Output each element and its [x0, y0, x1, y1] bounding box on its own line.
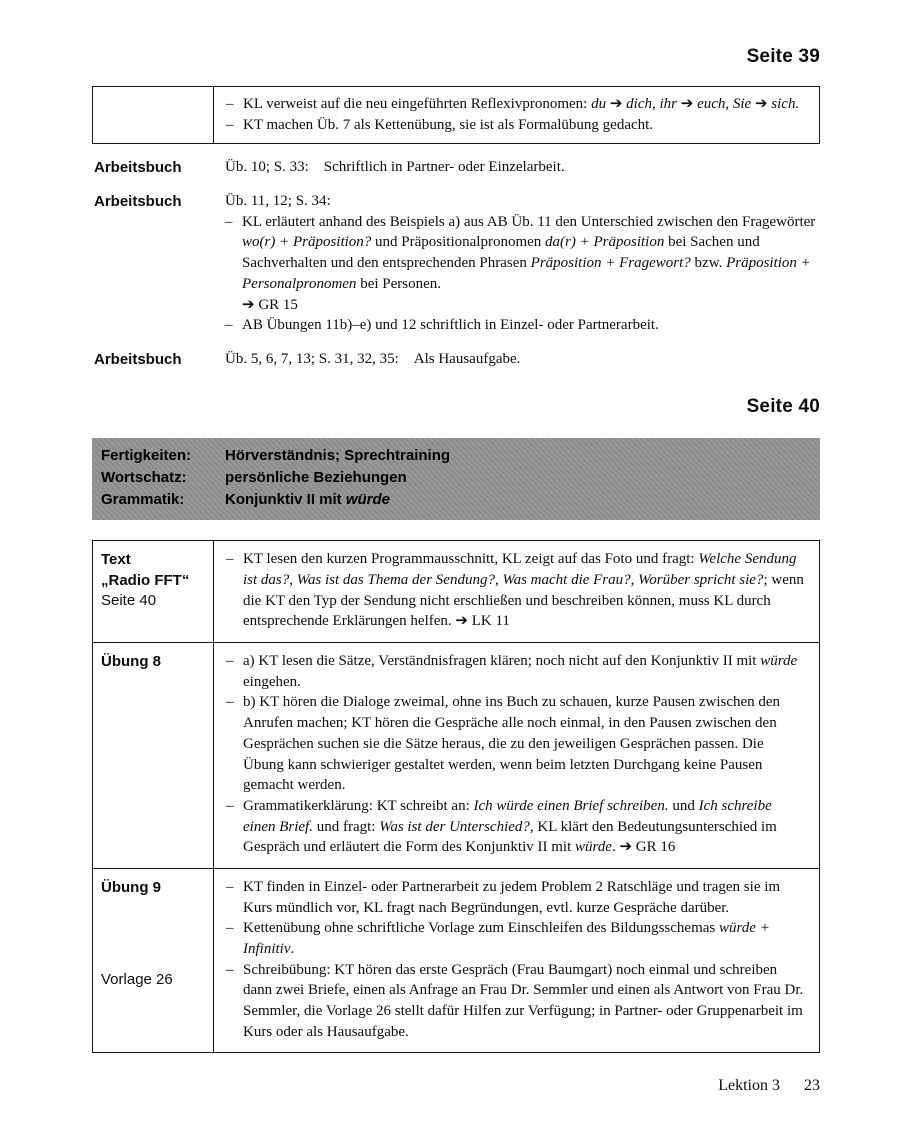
skills-band [92, 438, 820, 521]
skill-row-fertigkeiten [92, 445, 820, 467]
bullet-paragraph [226, 877, 805, 918]
paragraph-text: KT lesen den kurzen Programmausschnitt, KL zeigt auf das Foto und fragt: Welche Sendung ist das?, Was ist das Thema der Sendung?, Was macht die Frau?, Worüber spricht sie?; wenn die KT den Typ der Sendung nicht erschließen und beschreiben können, muss KL durch entsprechende Erklärungen helfen. ➔ LK 11 [243, 551, 804, 630]
table-row-label [93, 869, 214, 1053]
footer-lektion-label: Lektion 3 [718, 1077, 780, 1095]
table-row-content [214, 541, 819, 642]
table-row-uebung-9 [93, 868, 819, 1053]
paragraph-text: Üb. 11, 12; S. 34: [225, 193, 331, 210]
page-heading-seite-39: Seite 39 [746, 46, 820, 67]
skill-row-wortschatz [92, 467, 820, 489]
plain-paragraph [225, 349, 816, 370]
paragraph-text: Üb. 10; S. 33: Schriftlich in Partner- oder Einzelarbeit. [225, 159, 565, 176]
bullet-paragraph [226, 960, 805, 1043]
label-line: Übung 8 [101, 653, 161, 671]
bullet-dash: – [226, 96, 234, 112]
label-line: „Radio FFT“ [101, 571, 190, 589]
bullet-dash: – [226, 116, 234, 133]
paragraph-text: KL erläutert anhand des Beispiels a) aus AB Üb. 11 den Unterschied zwischen den Fragewörter wo(r) + Präposition? und Präpositionalpronomen da(r) + Präposition bei Sachen und Sachverhalten und den entsprechenden Phrasen Präposition + Fragewort? bzw. Präposition + Personalpronomen bei Personen. [242, 213, 816, 292]
empty-label-cell [93, 87, 214, 143]
skill-label: Grammatik: [101, 491, 185, 509]
label-line: Übung 9 [101, 878, 161, 896]
skill-row-grammatik [92, 489, 820, 511]
row-label: Arbeitsbuch [94, 159, 182, 177]
bullet-paragraph [226, 918, 805, 959]
bullet-paragraph [226, 692, 805, 795]
table-row-content [214, 643, 819, 868]
table-row-label [93, 541, 214, 642]
label-line: Text [101, 551, 131, 569]
arbeitsbuch-row-1 [92, 157, 820, 178]
lesson-table [92, 540, 820, 1053]
paragraph-text: Schreibübung: KT hören das erste Gespräch (Frau Baumgart) noch einmal und schreiben dann zwei Briefe, einen als Anfrage an Frau Dr. Semmler und einen als Antwort von Frau Dr. Semmler, die Vorlage 26 stellt dafür Hilfen zur Verfügung; in Partner- oder Gruppenarbeit im Kurs oder als Hausaufgabe. [243, 961, 804, 1040]
paragraph-text: b) KT hören die Dialoge zweimal, ohne ins Buch zu schauen, kurze Pausen zwischen den Anrufen machen; KT hören die Gespräche alle noch einmal, in den Pausen zwischen den Gesprächen suchen sie die Sätze heraus, die zu den jeweiligen Gesprächen passen. Die Übung kann schwieriger gestaltet werden, wenn beim letzten Durchgang keine Pausen gemacht werden. [243, 694, 781, 794]
bullet-dash: – [225, 317, 233, 334]
bullet-dash: – [226, 878, 234, 895]
paragraph-text: ➔ GR 15 [242, 296, 298, 313]
page-footer [92, 1077, 820, 1095]
bullet-paragraph [226, 115, 807, 136]
plain-paragraph [225, 191, 816, 212]
paragraph-text: KT machen Üb. 7 als Kettenübung, sie ist als Formalübung gedacht. [243, 116, 654, 133]
page-heading-seite-40: Seite 40 [746, 395, 820, 417]
boxed-content-cell [214, 87, 819, 143]
arbeitsbuch-row-3 [92, 349, 820, 370]
skill-value: Hörverständnis; Sprechtraining [225, 446, 451, 464]
paragraph-text: AB Übungen 11b)–e) und 12 schriftlich in Einzel- oder Partnerarbeit. [242, 317, 659, 334]
bullet-paragraph [226, 549, 805, 632]
label-line: Vorlage 26 [101, 971, 173, 989]
footer-page-number: 23 [804, 1077, 820, 1095]
table-row-content [214, 869, 819, 1053]
bullet-dash: – [226, 961, 234, 978]
bullet-paragraph [226, 94, 807, 115]
skill-value: Konjunktiv II mit würde [225, 491, 391, 509]
bullet-dash: – [226, 551, 234, 568]
label-line: Seite 40 [101, 591, 157, 609]
row-label: Arbeitsbuch [94, 193, 182, 211]
skill-label: Wortschatz: [101, 468, 187, 486]
continuation-line [225, 295, 816, 316]
paragraph-text: Üb. 5, 6, 7, 13; S. 31, 32, 35: Als Hausaufgabe. [225, 350, 521, 367]
bullet-dash: – [225, 213, 233, 230]
skill-value: persönliche Beziehungen [225, 468, 407, 486]
bullet-dash: – [226, 653, 234, 670]
bullet-paragraph [226, 651, 805, 692]
row-content-cell [213, 157, 820, 178]
paragraph-text: Grammatikerklärung: KT schreibt an: Ich würde einen Brief schreiben. und Ich schreibe einen Brief. und fragt: Was ist der Unterschied?, KL klärt den Bedeutungsunterschied im Gespräch und erläutert die Form des Konjunktiv II mit würde. ➔ GR 16 [243, 797, 777, 856]
page-content [92, 46, 820, 1095]
bullet-dash: – [226, 920, 234, 937]
bullet-paragraph [225, 315, 816, 336]
bullet-paragraph [226, 796, 805, 858]
paragraph-text: KT finden in Einzel- oder Partnerarbeit zu jedem Problem 2 Ratschläge und tragen sie im Kurs mündlich vor, KL fragt nach Begründungen, evtl. kurze Gespräche darüber. [243, 878, 781, 916]
bullet-paragraph [225, 212, 816, 295]
paragraph-text: Kettenübung ohne schriftliche Vorlage zum Einschleifen des Bildungsschemas würde + Infinitiv. [243, 920, 770, 957]
skill-label: Fertigkeiten: [101, 446, 192, 464]
seite39-boxed-row [92, 86, 820, 144]
paragraph-text: a) KT lesen die Sätze, Verständnisfragen klären; noch nicht auf den Konjunktiv II mit würde eingehen. [243, 653, 798, 690]
row-content-cell [213, 349, 820, 370]
table-row-text-radio-fft [93, 541, 819, 642]
row-content-cell [213, 191, 820, 336]
table-row-label [93, 643, 214, 868]
bullet-dash: – [226, 797, 234, 814]
paragraph-text: KL verweist auf die neu eingeführten Reflexivpronomen: du ➔ dich, ihr ➔ euch, Sie ➔ sich. [243, 96, 800, 112]
bullet-dash: – [226, 694, 234, 711]
plain-paragraph [225, 157, 816, 178]
arbeitsbuch-row-2 [92, 191, 820, 336]
row-label: Arbeitsbuch [94, 350, 182, 368]
table-row-uebung-8 [93, 642, 819, 868]
